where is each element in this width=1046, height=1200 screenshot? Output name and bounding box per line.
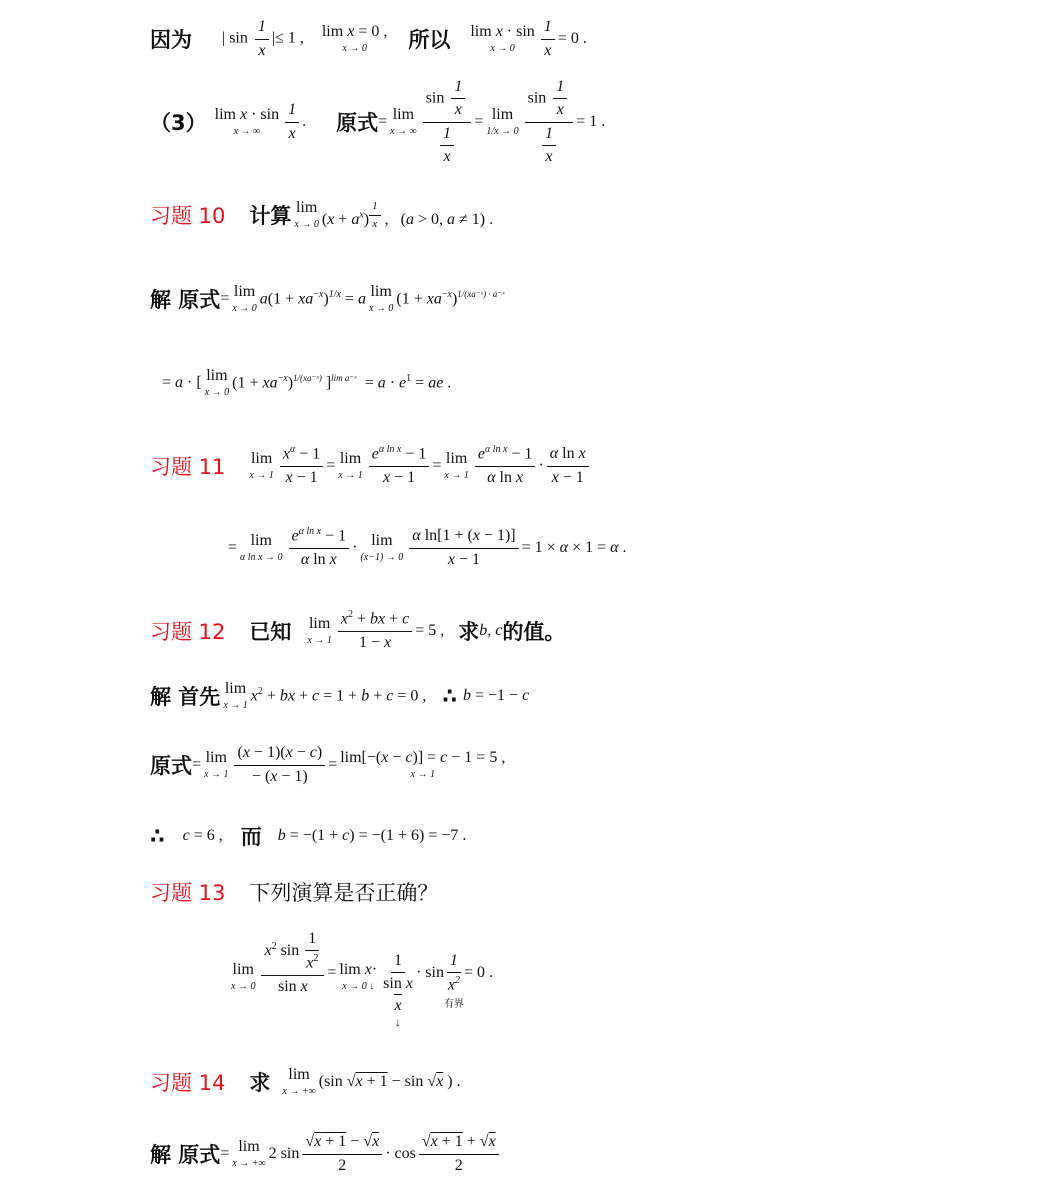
exercise-14-tag: 习题 14 (150, 1071, 226, 1095)
text-yizhi: 已知 (249, 620, 292, 644)
text-qiu-14: 求 (249, 1071, 271, 1095)
text-dezhi: 的值。 (502, 620, 566, 644)
exercise-11: 习题 11 lim x → 1 $\frac{x^\alpha - 1}{x - 1}$ = lim x → 1 $\frac{e^{\alpha ln x} - 1}{x - 1}$ = lim x → 1 $\frac{e^{\alpha ln x} - 1}{\text{α ln x}}$ · $\frac{\text{α ln x}}{x - 1}$ (150, 436, 592, 496)
exercise-13-math: lim x → 0 $x^2$ sin $\frac{1}{x^2}$ sin x = lim x· x → 0 ↓ $\frac{1}{\text{sin x}}$ x ↓ · sin $\frac{1}{x^2}$ 有界 = 0 . (231, 930, 493, 1029)
text-jie-shouxian: 解 首先 (150, 685, 221, 709)
text-jie-yuanshi-14: 解 原式 (150, 1143, 221, 1167)
math-ex10-body: $(x + a^x)$ $^{\frac{1}{x}}$ , (a > 0, a ≠ 1) . (321, 199, 494, 230)
frac-exp-alpha-2: $\frac{e^{\alpha ln x} - 1}{\text{α ln x}}$ (289, 526, 350, 569)
line-1 (150, 18, 587, 60)
text-yinwei: 因为 (150, 28, 192, 52)
frac-exp: $\frac{e^{\alpha ln x} - 1}{x - 1}$ (369, 444, 430, 487)
math-abs-sin: | sin $\frac{1}{x}$ |≤ 1 , (222, 18, 304, 59)
math-lim-xsin: lim x · sin x → 0 (470, 23, 535, 54)
math-lim-recip: lim 1/x → 0 (486, 106, 519, 137)
frac-x2sin: $x^2$ sin $\frac{1}{x^2}$ sin x (261, 930, 324, 997)
exercise-12: 习题 12 已知 lim x → 1 $\frac{x^2 + bx + c}{1 - x}$ = 5 , 求 b, c 的值。 (150, 609, 566, 652)
frac-1-over-x-2: $\frac{1}{x}$ (285, 101, 299, 143)
exercise-12-tag: 习题 12 (150, 620, 226, 644)
solution-14: 解 原式 = lim x → +∞ 2 sin $\frac{√x + 1 - √x}{2}$ · cos $\frac{√x + 1 + √x}{2}$ (150, 1124, 502, 1184)
line-2: （3） lim x · sin x → ∞ $\frac{1}{x}$ . 原式 = lim x → ∞ sin $\frac{1}{x}$ $\frac{1}{x}$ = lim 1/x → 0 sin $\frac{1}{x}$ $\frac{1}{x}$ = 1 . (150, 77, 606, 165)
therefore-icon: ∴ (442, 684, 457, 708)
solution-12c: ∴ c = 6 , 而 b = −(1 + c) = −(1 + 6) = −7 . (150, 818, 466, 854)
text-jisuan: 计算 (249, 204, 292, 228)
text-yuanshi-2: 原式 (150, 754, 192, 778)
frac-alpha-ln: $\frac{\text{α ln x}}{x - 1}$ (547, 445, 589, 487)
exercise-11-tag: 习题 11 (150, 455, 226, 479)
frac-sin-over-recip-2: sin $\frac{1}{x}$ $\frac{1}{x}$ (525, 78, 574, 167)
math-eq-zero: = 0 . (557, 30, 587, 47)
exercise-11b: = lim α ln x → 0 $\frac{e^{\alpha ln x} - 1}{\text{α ln x}}$ · lim (x−1) → 0 $\frac{\text{α ln[1 + (x − 1)]}}{x - 1}$ = 1 × α × 1 = α . (228, 526, 627, 569)
solution-12b: 原式 = lim x → 1 $\frac{(x - 1)(x - c)}{- (x - 1)}$ = lim[−(x − c)] = c − 1 = 5 , x → 1 (150, 744, 506, 785)
math-sol10a: $a(1 + xa^{-x})^{1/x} = a$ (259, 289, 366, 308)
text-suoyi: 所以 (408, 28, 451, 52)
label-3: （3） (150, 111, 207, 135)
math-lim-x: lim x = 0 , x → 0 (321, 23, 388, 54)
math-lim-xsin-inf: lim x · sin x → ∞ (214, 106, 280, 137)
math-lim-x0: lim x → 0 (294, 199, 319, 230)
math-lim-inf: lim x → ∞ (390, 106, 417, 137)
frac-exp-alpha: $\frac{e^{\alpha ln x} - 1}{\text{α ln x}}$ (475, 444, 536, 487)
therefore-icon-2: ∴ (150, 824, 165, 848)
text-yuanshi: 原式 (336, 111, 379, 135)
text-jie-yuanshi: 解 原式 (150, 288, 221, 312)
frac-sqrt-sum: $\frac{√x + 1 + √x}{2}$ (419, 1133, 499, 1175)
exercise-14: 习题 14 求 lim x → +∞ (sin √x + 1 − sin √x ) . (150, 1066, 461, 1097)
text-youjie: 有界 (443, 999, 464, 1011)
text-qiu: 求 (458, 620, 480, 644)
solution-10b: = a · [ lim x → 0 $(1 + xa^{-x})^{1/(xa^-ˣ)}$ ]$^{lim a^-ˣ} = a \cdot e^1$ = ae . (162, 367, 452, 398)
text-er: 而 (240, 825, 262, 849)
frac-sin-over-recip: sin $\frac{1}{x}$ $\frac{1}{x}$ (423, 78, 472, 167)
solution-12a: 解 首先 lim x → 1 $x^2$ + bx + c = 1 + b + c = 0 , ∴ b = −1 − c (150, 680, 530, 711)
frac-factored: $\frac{(x - 1)(x - c)}{- (x - 1)}$ (234, 744, 325, 786)
math-bc: b, c (479, 622, 503, 639)
frac-1-over-x: $\frac{1}{x}$ (541, 18, 555, 60)
math-sol10b: = a · [ (162, 374, 202, 391)
frac-sqrt-diff: $\frac{√x + 1 - √x}{2}$ (302, 1133, 382, 1175)
frac-quadratic: $\frac{x^2 + bx + c}{1 - x}$ (338, 609, 412, 652)
solution-10a: 解 原式 = lim x → 0 $a(1 + xa^{-x})^{1/x} = a$ lim x → 0 $(1 + xa^{-x})^{1/(xa^-ˣ) \cdot a^-ˣ}$ (150, 283, 505, 314)
exercise-10 (150, 190, 493, 240)
text-question-13: 下列演算是否正确？ (249, 881, 439, 905)
exercise-10-tag: 习题 10 (150, 204, 226, 228)
frac-alpha-ln-bracket: $\frac{\text{α ln[1 + (x − 1)]}}{x - 1}$ (409, 527, 518, 569)
frac-xa: $\frac{x^\alpha - 1}{x - 1}$ (280, 444, 323, 487)
exercise-13 (150, 874, 438, 910)
exercise-13-tag: 习题 13 (150, 881, 226, 905)
